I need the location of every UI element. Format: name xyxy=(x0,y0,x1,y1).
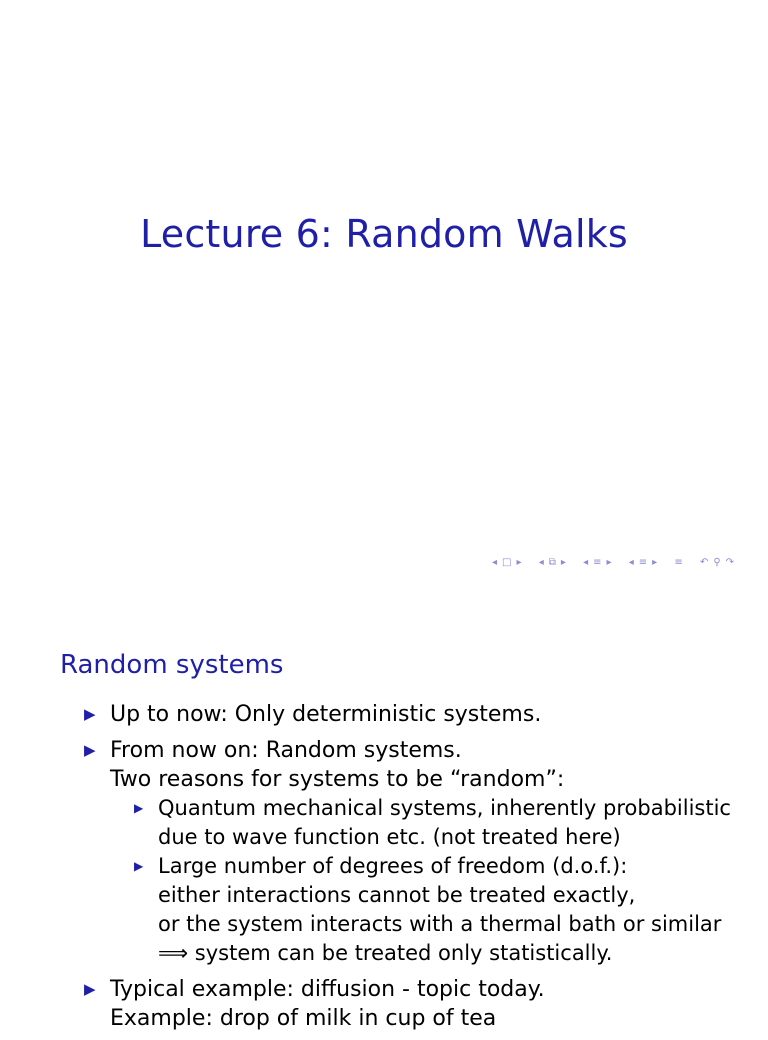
bullet-triangle-icon: ▶ xyxy=(84,741,96,759)
bullet-list xyxy=(84,700,731,1040)
nav-prev-subsection-icon[interactable]: ◂ xyxy=(538,557,544,568)
bullet-triangle-icon: ▶ xyxy=(84,705,96,723)
frame-title: Random systems xyxy=(60,650,284,680)
sub-bullet-text: due to wave function etc. (not treated here) xyxy=(158,825,621,849)
nav-next-subsection-icon[interactable]: ▸ xyxy=(560,557,566,568)
sub-bullet-triangle-icon: ▶ xyxy=(134,859,144,873)
nav-toc-icon[interactable]: ≡ xyxy=(674,557,683,568)
lecture-title: Lecture 6: Random Walks xyxy=(140,212,628,256)
nav-next-frame-icon[interactable]: ▸ xyxy=(516,557,522,568)
nav-subsection-icon[interactable]: ⧉ xyxy=(548,557,556,568)
sub-bullet-text: Quantum mechanical systems, inherently probabilistic xyxy=(158,796,731,820)
bullet-text: Two reasons for systems to be “random”: xyxy=(110,767,565,792)
list-item xyxy=(84,975,731,1033)
sub-list-item xyxy=(134,794,731,852)
sub-list-item xyxy=(134,852,731,968)
sub-bullet-triangle-icon: ▶ xyxy=(134,801,144,815)
list-item xyxy=(84,736,731,968)
nav-section-icon[interactable]: ≡ xyxy=(593,557,602,568)
list-item xyxy=(84,700,731,729)
nav-back-icon[interactable]: ↶ xyxy=(699,557,709,568)
beamer-navigation-bar xyxy=(492,557,739,568)
nav-prev-frame-icon[interactable]: ◂ xyxy=(492,557,498,568)
nav-forward-icon[interactable]: ↷ xyxy=(725,557,735,568)
sub-bullet-text: ⟹ system can be treated only statistically. xyxy=(158,941,613,965)
nav-frame-icon[interactable]: □ xyxy=(502,557,512,568)
sub-bullet-text: or the system interacts with a thermal bath or similar xyxy=(158,912,722,936)
bullet-text: Typical example: diffusion - topic today. xyxy=(110,977,545,1002)
bullet-text: Up to now: Only deterministic systems. xyxy=(110,702,542,727)
bullet-text: Example: drop of milk in cup of tea xyxy=(110,1006,497,1031)
nav-prev-part-icon[interactable]: ◂ xyxy=(628,557,634,568)
nav-next-part-icon[interactable]: ▸ xyxy=(652,557,658,568)
bullet-triangle-icon: ▶ xyxy=(84,980,96,998)
nav-part-icon[interactable]: ≡ xyxy=(638,557,648,568)
nav-prev-section-icon[interactable]: ◂ xyxy=(583,557,589,568)
sub-bullet-text: Large number of degrees of freedom (d.o.f.): xyxy=(158,854,628,878)
nav-next-section-icon[interactable]: ▸ xyxy=(606,557,612,568)
sub-bullet-text: either interactions cannot be treated exactly, xyxy=(158,883,636,907)
nav-search-icon[interactable]: ⚲ xyxy=(713,557,721,568)
bullet-text: From now on: Random systems. xyxy=(110,738,462,763)
